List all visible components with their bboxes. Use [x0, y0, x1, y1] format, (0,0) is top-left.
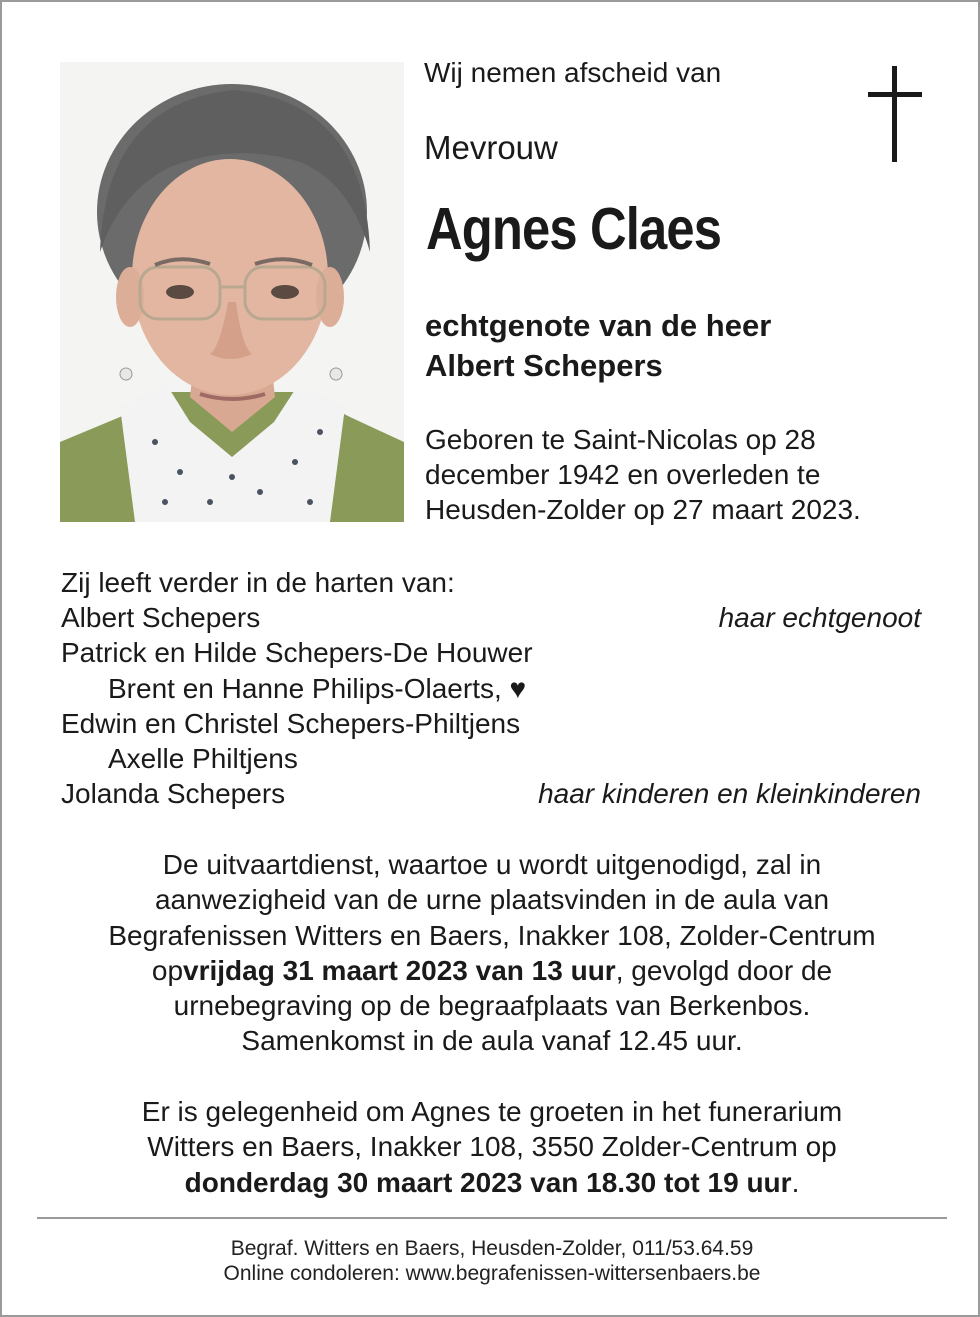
family-member: Patrick en Hilde Schepers-De Houwer: [61, 637, 533, 669]
visitation-date: donderdag 30 maart 2023 van 18.30 tot 19 uur: [184, 1166, 792, 1198]
spouse-info: [425, 306, 771, 386]
death-line: Heusden-Zolder op 27 maart 2023.: [425, 494, 861, 525]
family-member: Albert Schepers haar echtgenoot: [61, 600, 921, 635]
spouse-name: Albert Schepers: [425, 348, 663, 383]
birth-death-info: [425, 422, 861, 527]
ceremony-line: Begrafenissen Witters en Baers, Inakker 108, Zolder-Centrum: [108, 919, 876, 951]
birth-line: december 1942 en overleden te: [425, 459, 821, 490]
ceremony-date: vrijdag 31 maart 2023 van 13 uur: [183, 954, 616, 986]
portrait-photo: [60, 62, 404, 522]
honorific: Mevrouw: [424, 129, 558, 166]
spouse-line: echtgenote van de heer: [425, 308, 772, 343]
family-role: haar kinderen en kleinkinderen: [538, 778, 921, 810]
ceremony-line: Samenkomst in de aula vanaf 12.45 uur.: [241, 1025, 743, 1057]
visitation-date-line: donderdag 30 maart 2023 van 18.30 tot 19 uur.: [184, 1166, 800, 1198]
divider: [37, 1217, 947, 1219]
family-member: Edwin en Christel Schepers-Philtjens: [61, 707, 521, 739]
visitation-line: Witters en Baers, Inakker 108, 3550 Zolder-Centrum op: [147, 1131, 837, 1163]
ceremony-line: urnebegraving op de begraafplaats van Berkenbos.: [173, 990, 811, 1022]
online-condolence-link[interactable]: Online condoleren: www.begrafenissen-wittersenbaers.be: [223, 1262, 761, 1285]
family-list: [61, 565, 921, 811]
ceremony-line: De uitvaartdienst, waartoe u wordt uitgenodigd, zal in: [162, 849, 822, 880]
family-role: haar echtgenoot: [718, 602, 921, 634]
family-member: Axelle Philtjens: [108, 742, 298, 774]
intro-text: Wij nemen afscheid van: [424, 57, 722, 88]
cross-icon: [864, 66, 926, 162]
visitation-line: Er is gelegenheid om Agnes te groeten in het funerarium: [141, 1096, 843, 1127]
family-member: Brent en Hanne Philips-Olaerts, ♥: [108, 672, 527, 704]
family-member: Jolanda Schepers haar kinderen en kleinkinderen: [61, 776, 921, 811]
footer: [42, 1236, 942, 1286]
birth-line: Geboren te Saint-Nicolas op 28: [425, 424, 816, 455]
funeral-home-contact: Begraf. Witters en Baers, Heusden-Zolder, 011/53.64.59: [230, 1237, 754, 1260]
deceased-name: Agnes Claes: [426, 196, 722, 262]
family-heading: Zij leeft verder in de harten van:: [61, 567, 455, 598]
visitation-info: [42, 1094, 942, 1200]
ceremony-info: [42, 847, 942, 1059]
ceremony-line: aanwezigheid van de urne plaatsvinden in de aula van: [154, 884, 830, 916]
ceremony-date-line: opvrijdag 31 maart 2023 van 13 uur, gevolgd door de: [151, 954, 833, 986]
